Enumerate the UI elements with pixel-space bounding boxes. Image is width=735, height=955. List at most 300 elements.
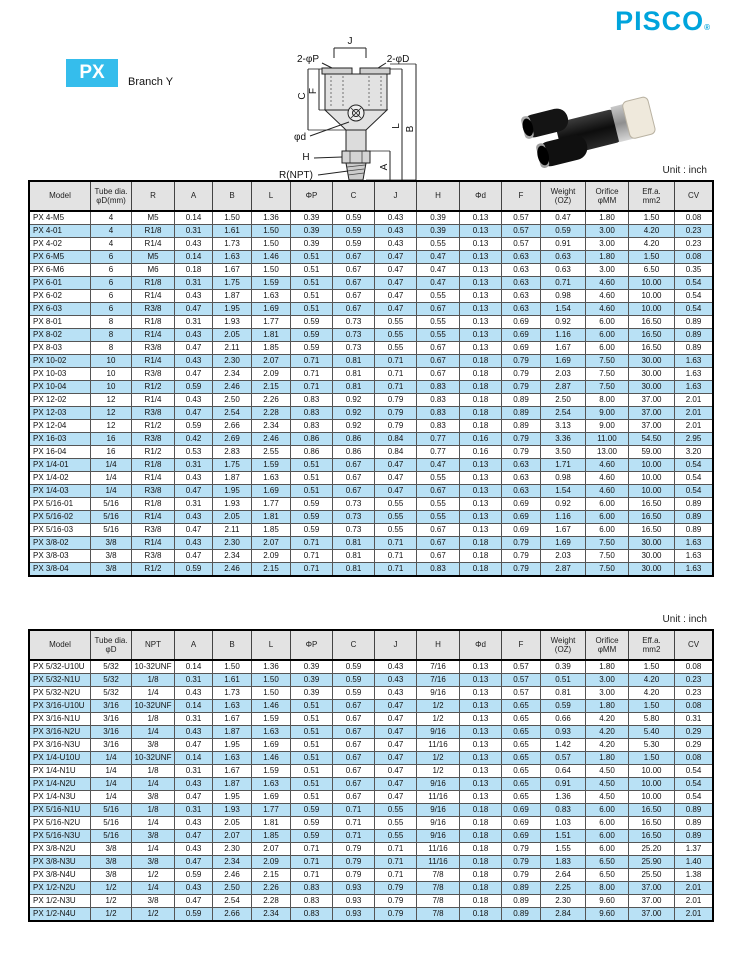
value-cell: 37.00 <box>629 407 675 420</box>
table-row <box>29 882 713 895</box>
value-cell: 0.63 <box>502 290 541 303</box>
value-cell: 2.09 <box>252 368 291 381</box>
value-cell: 1.75 <box>213 277 252 290</box>
dim-label-j: J <box>347 36 353 47</box>
value-cell: 1.40 <box>675 856 714 869</box>
value-cell: 3/16 <box>91 700 132 713</box>
table-row <box>29 550 713 563</box>
value-cell: 0.69 <box>502 830 541 843</box>
value-cell: 0.67 <box>333 277 375 290</box>
value-cell: 7.50 <box>586 368 629 381</box>
value-cell: 0.98 <box>541 472 586 485</box>
value-cell: 0.65 <box>502 778 541 791</box>
value-cell: 0.83 <box>291 420 333 433</box>
value-cell: 16.50 <box>629 804 675 817</box>
value-cell: 1.50 <box>213 211 252 225</box>
value-cell: R3/8 <box>132 303 175 316</box>
value-cell: 0.54 <box>675 472 714 485</box>
table-row <box>29 290 713 303</box>
value-cell: 0.79 <box>502 368 541 381</box>
value-cell: 0.47 <box>375 485 417 498</box>
value-cell: 3/8 <box>91 856 132 869</box>
value-cell: 4 <box>91 238 132 251</box>
value-cell: 25.90 <box>629 856 675 869</box>
value-cell: 0.54 <box>675 765 714 778</box>
value-cell: 0.47 <box>175 550 213 563</box>
value-cell: 1.54 <box>541 303 586 316</box>
value-cell: 0.18 <box>460 381 502 394</box>
value-cell: 1.50 <box>252 687 291 700</box>
value-cell: 0.18 <box>460 817 502 830</box>
column-header: ΦP <box>291 630 333 660</box>
model-cell: PX 3/8-02 <box>29 537 91 550</box>
value-cell: 9/16 <box>417 687 460 700</box>
value-cell: 0.67 <box>417 537 460 550</box>
value-cell: 1.16 <box>541 511 586 524</box>
value-cell: 1.87 <box>213 726 252 739</box>
column-header: J <box>375 630 417 660</box>
value-cell: 0.79 <box>502 355 541 368</box>
value-cell: 0.51 <box>291 778 333 791</box>
model-cell: PX 8-02 <box>29 329 91 342</box>
value-cell: 0.89 <box>675 804 714 817</box>
value-cell: 0.13 <box>460 524 502 537</box>
value-cell: 0.43 <box>175 472 213 485</box>
value-cell: 0.84 <box>375 446 417 459</box>
value-cell: 1.77 <box>252 316 291 329</box>
value-cell: 1.93 <box>213 498 252 511</box>
value-cell: 1.67 <box>213 765 252 778</box>
value-cell: 0.89 <box>675 830 714 843</box>
value-cell: 2.46 <box>213 563 252 577</box>
value-cell: 0.59 <box>291 498 333 511</box>
value-cell: 0.16 <box>460 433 502 446</box>
value-cell: 6.00 <box>586 511 629 524</box>
value-cell: 0.13 <box>460 752 502 765</box>
value-cell: 0.51 <box>291 700 333 713</box>
model-cell: PX 4-M5 <box>29 211 91 225</box>
value-cell: 2.01 <box>675 908 714 922</box>
value-cell: 1/4 <box>132 687 175 700</box>
value-cell: 16 <box>91 433 132 446</box>
value-cell: 0.13 <box>460 290 502 303</box>
value-cell: 0.59 <box>541 225 586 238</box>
value-cell: 0.83 <box>417 394 460 407</box>
table-row <box>29 765 713 778</box>
value-cell: 1.87 <box>213 778 252 791</box>
value-cell: 1.63 <box>213 752 252 765</box>
value-cell: 3.13 <box>541 420 586 433</box>
value-cell: 0.83 <box>291 407 333 420</box>
value-cell: 30.00 <box>629 381 675 394</box>
value-cell: 0.51 <box>291 485 333 498</box>
value-cell: 1.54 <box>541 485 586 498</box>
value-cell: 5/32 <box>91 687 132 700</box>
value-cell: 2.05 <box>213 329 252 342</box>
value-cell: 0.39 <box>417 211 460 225</box>
value-cell: 0.57 <box>502 660 541 674</box>
value-cell: R1/4 <box>132 329 175 342</box>
value-cell: 1/2 <box>91 895 132 908</box>
value-cell: 2.66 <box>213 420 252 433</box>
value-cell: 16.50 <box>629 316 675 329</box>
value-cell: 3.00 <box>586 225 629 238</box>
value-cell: 4.20 <box>629 225 675 238</box>
value-cell: 1.51 <box>541 830 586 843</box>
value-cell: 0.31 <box>175 459 213 472</box>
value-cell: 1.77 <box>252 804 291 817</box>
dim-label-2phiD: 2-φD <box>386 54 410 65</box>
value-cell: 2.07 <box>252 355 291 368</box>
value-cell: 0.79 <box>375 407 417 420</box>
value-cell: 0.66 <box>541 713 586 726</box>
value-cell: 0.93 <box>541 726 586 739</box>
value-cell: 6 <box>91 264 132 277</box>
value-cell: 0.69 <box>502 817 541 830</box>
column-header: B <box>213 181 252 211</box>
value-cell: 0.55 <box>417 498 460 511</box>
value-cell: 0.63 <box>502 251 541 264</box>
value-cell: 16.50 <box>629 498 675 511</box>
model-cell: PX 3/8-N4U <box>29 869 91 882</box>
value-cell: R1/2 <box>132 420 175 433</box>
value-cell: 0.13 <box>460 726 502 739</box>
product-photo <box>518 86 670 178</box>
model-cell: PX 3/8-N2U <box>29 843 91 856</box>
value-cell: 0.31 <box>175 765 213 778</box>
value-cell: 2.54 <box>213 407 252 420</box>
model-cell: PX 5/16-03 <box>29 524 91 537</box>
value-cell: 0.67 <box>417 550 460 563</box>
value-cell: 0.69 <box>502 804 541 817</box>
value-cell: 0.59 <box>291 316 333 329</box>
value-cell: 1.95 <box>213 485 252 498</box>
value-cell: 0.67 <box>333 264 375 277</box>
value-cell: 2.05 <box>213 817 252 830</box>
value-cell: 8 <box>91 316 132 329</box>
value-cell: 0.89 <box>675 342 714 355</box>
value-cell: 1.63 <box>213 700 252 713</box>
dim-label-f: F <box>308 87 319 95</box>
value-cell: 4.60 <box>586 485 629 498</box>
value-cell: 1/2 <box>417 765 460 778</box>
value-cell: 0.71 <box>375 537 417 550</box>
value-cell: 0.63 <box>502 264 541 277</box>
table-row <box>29 211 713 225</box>
value-cell: 0.73 <box>333 342 375 355</box>
value-cell: 0.59 <box>175 908 213 922</box>
value-cell: 7.50 <box>586 355 629 368</box>
column-header: F <box>502 630 541 660</box>
value-cell: 0.29 <box>675 726 714 739</box>
value-cell: 0.59 <box>175 869 213 882</box>
model-cell: PX 4-02 <box>29 238 91 251</box>
value-cell: 2.84 <box>541 908 586 922</box>
value-cell: 1.36 <box>252 211 291 225</box>
value-cell: 5/16 <box>91 498 132 511</box>
value-cell: 0.63 <box>502 459 541 472</box>
value-cell: 1.59 <box>252 459 291 472</box>
value-cell: 0.81 <box>333 368 375 381</box>
value-cell: 6.00 <box>586 804 629 817</box>
table-row <box>29 524 713 537</box>
value-cell: 1.61 <box>213 225 252 238</box>
value-cell: 0.59 <box>291 329 333 342</box>
value-cell: 0.67 <box>417 303 460 316</box>
value-cell: 0.55 <box>375 830 417 843</box>
value-cell: 0.14 <box>175 700 213 713</box>
value-cell: 0.71 <box>375 843 417 856</box>
value-cell: 0.39 <box>417 225 460 238</box>
value-cell: 0.31 <box>175 713 213 726</box>
column-header: H <box>417 630 460 660</box>
value-cell: 3/8 <box>132 830 175 843</box>
value-cell: 0.13 <box>460 778 502 791</box>
value-cell: 0.55 <box>375 342 417 355</box>
value-cell: 6.00 <box>586 817 629 830</box>
value-cell: 0.16 <box>460 446 502 459</box>
value-cell: 7.50 <box>586 563 629 577</box>
value-cell: 0.64 <box>541 765 586 778</box>
value-cell: 0.23 <box>675 674 714 687</box>
value-cell: 0.39 <box>291 674 333 687</box>
value-cell: 3/8 <box>91 563 132 577</box>
value-cell: 0.63 <box>541 264 586 277</box>
value-cell: 0.14 <box>175 211 213 225</box>
value-cell: 1.16 <box>541 329 586 342</box>
value-cell: 10.00 <box>629 277 675 290</box>
value-cell: 0.77 <box>417 446 460 459</box>
table-header <box>29 181 713 211</box>
value-cell: 1.59 <box>252 713 291 726</box>
value-cell: 0.47 <box>375 700 417 713</box>
table-row <box>29 355 713 368</box>
value-cell: 0.18 <box>460 420 502 433</box>
value-cell: 37.00 <box>629 895 675 908</box>
value-cell: 2.15 <box>252 869 291 882</box>
table-row <box>29 843 713 856</box>
value-cell: 0.67 <box>333 485 375 498</box>
value-cell: 1.63 <box>252 290 291 303</box>
value-cell: 0.54 <box>675 485 714 498</box>
value-cell: 0.83 <box>291 394 333 407</box>
table-row <box>29 817 713 830</box>
value-cell: 3/8 <box>132 895 175 908</box>
model-cell: PX 10-02 <box>29 355 91 368</box>
registered-mark: ® <box>704 23 711 32</box>
value-cell: 0.18 <box>460 856 502 869</box>
value-cell: 1.50 <box>213 660 252 674</box>
value-cell: 2.34 <box>213 550 252 563</box>
value-cell: 10.00 <box>629 303 675 316</box>
value-cell: 0.47 <box>175 895 213 908</box>
value-cell: 0.92 <box>333 420 375 433</box>
value-cell: R3/8 <box>132 342 175 355</box>
value-cell: 0.59 <box>291 524 333 537</box>
model-cell: PX 6-03 <box>29 303 91 316</box>
value-cell: 0.29 <box>675 739 714 752</box>
value-cell: 0.47 <box>417 264 460 277</box>
value-cell: 1/2 <box>417 752 460 765</box>
value-cell: 0.86 <box>333 433 375 446</box>
column-header: Model <box>29 630 91 660</box>
value-cell: 1.83 <box>541 856 586 869</box>
value-cell: 0.13 <box>460 329 502 342</box>
model-cell: PX 3/16-U10U <box>29 700 91 713</box>
value-cell: 0.67 <box>333 303 375 316</box>
value-cell: 2.01 <box>675 420 714 433</box>
value-cell: 5.80 <box>629 713 675 726</box>
value-cell: 37.00 <box>629 882 675 895</box>
table-row <box>29 225 713 238</box>
value-cell: 0.81 <box>333 355 375 368</box>
value-cell: 0.39 <box>291 660 333 674</box>
unit-note-table2: Unit : inch <box>662 614 707 625</box>
value-cell: 0.71 <box>375 355 417 368</box>
model-cell: PX 12-03 <box>29 407 91 420</box>
model-cell: PX 5/16-01 <box>29 498 91 511</box>
dim-label-l: L <box>391 123 402 129</box>
model-cell: PX 1/2-N3U <box>29 895 91 908</box>
value-cell: 0.71 <box>291 563 333 577</box>
value-cell: R1/4 <box>132 537 175 550</box>
value-cell: 1.50 <box>629 251 675 264</box>
value-cell: 0.79 <box>333 869 375 882</box>
value-cell: 30.00 <box>629 355 675 368</box>
value-cell: 11/16 <box>417 739 460 752</box>
value-cell: 0.43 <box>375 674 417 687</box>
value-cell: 1/2 <box>132 908 175 922</box>
value-cell: 0.47 <box>417 251 460 264</box>
value-cell: 2.15 <box>252 563 291 577</box>
value-cell: 30.00 <box>629 368 675 381</box>
value-cell: 0.13 <box>460 674 502 687</box>
value-cell: 0.51 <box>291 739 333 752</box>
value-cell: 5/16 <box>91 804 132 817</box>
value-cell: 0.79 <box>502 550 541 563</box>
value-cell: 1.93 <box>213 316 252 329</box>
value-cell: 9/16 <box>417 726 460 739</box>
value-cell: 0.43 <box>375 238 417 251</box>
value-cell: 1.93 <box>213 804 252 817</box>
value-cell: 1.81 <box>252 817 291 830</box>
value-cell: 1.50 <box>252 238 291 251</box>
table-row <box>29 713 713 726</box>
value-cell: 6.50 <box>586 856 629 869</box>
value-cell: 2.11 <box>213 342 252 355</box>
value-cell: 30.00 <box>629 537 675 550</box>
value-cell: 0.51 <box>291 290 333 303</box>
value-cell: 0.81 <box>333 381 375 394</box>
value-cell: 0.39 <box>291 238 333 251</box>
value-cell: 0.43 <box>175 882 213 895</box>
value-cell: 5.40 <box>629 726 675 739</box>
value-cell: R3/8 <box>132 368 175 381</box>
value-cell: 0.63 <box>502 472 541 485</box>
value-cell: 1.80 <box>586 660 629 674</box>
value-cell: 0.71 <box>375 856 417 869</box>
value-cell: 6.00 <box>586 843 629 856</box>
value-cell: 0.13 <box>460 472 502 485</box>
value-cell: 1.67 <box>213 713 252 726</box>
value-cell: 0.67 <box>333 472 375 485</box>
table-row <box>29 804 713 817</box>
value-cell: 0.89 <box>502 420 541 433</box>
value-cell: 0.65 <box>502 739 541 752</box>
value-cell: 0.71 <box>333 830 375 843</box>
value-cell: 2.55 <box>252 446 291 459</box>
value-cell: 7/8 <box>417 882 460 895</box>
value-cell: 1.50 <box>629 700 675 713</box>
value-cell: 2.09 <box>252 550 291 563</box>
value-cell: 4 <box>91 225 132 238</box>
value-cell: 0.47 <box>375 765 417 778</box>
value-cell: 2.34 <box>213 368 252 381</box>
value-cell: 1/2 <box>417 713 460 726</box>
value-cell: R1/8 <box>132 225 175 238</box>
value-cell: 2.25 <box>541 882 586 895</box>
value-cell: 4.60 <box>586 290 629 303</box>
column-header: Tube dia. φD(mm) <box>91 181 132 211</box>
value-cell: 0.69 <box>502 329 541 342</box>
value-cell: 1.63 <box>675 355 714 368</box>
value-cell: 0.31 <box>175 804 213 817</box>
value-cell: 1/4 <box>91 459 132 472</box>
model-cell: PX 3/16-N2U <box>29 726 91 739</box>
value-cell: 0.13 <box>460 511 502 524</box>
table-row <box>29 687 713 700</box>
value-cell: 0.65 <box>502 765 541 778</box>
value-cell: 0.47 <box>375 264 417 277</box>
value-cell: 0.81 <box>541 687 586 700</box>
value-cell: 0.23 <box>675 238 714 251</box>
value-cell: 2.54 <box>541 407 586 420</box>
value-cell: 16 <box>91 446 132 459</box>
value-cell: 5/32 <box>91 674 132 687</box>
pisco-logo <box>615 6 711 37</box>
value-cell: 1.59 <box>252 765 291 778</box>
column-header: H <box>417 181 460 211</box>
value-cell: 0.67 <box>417 368 460 381</box>
value-cell: 1.80 <box>586 251 629 264</box>
value-cell: 1.80 <box>586 211 629 225</box>
value-cell: 30.00 <box>629 550 675 563</box>
value-cell: 1.87 <box>213 472 252 485</box>
value-cell: 0.71 <box>375 563 417 577</box>
value-cell: 0.18 <box>460 869 502 882</box>
model-cell: PX 6-02 <box>29 290 91 303</box>
value-cell: 37.00 <box>629 908 675 922</box>
value-cell: 0.67 <box>333 290 375 303</box>
value-cell: 0.89 <box>502 394 541 407</box>
value-cell: 0.51 <box>291 752 333 765</box>
value-cell: 0.89 <box>675 316 714 329</box>
model-cell: PX 3/8-N3U <box>29 856 91 869</box>
value-cell: 0.14 <box>175 251 213 264</box>
value-cell: 0.63 <box>541 251 586 264</box>
value-cell: 9/16 <box>417 830 460 843</box>
value-cell: 0.47 <box>175 303 213 316</box>
column-header: Tube dia. φD <box>91 630 132 660</box>
value-cell: 0.83 <box>417 381 460 394</box>
value-cell: 0.67 <box>417 342 460 355</box>
value-cell: 16.50 <box>629 511 675 524</box>
value-cell: 10 <box>91 381 132 394</box>
value-cell: 9.60 <box>586 895 629 908</box>
value-cell: 0.13 <box>460 225 502 238</box>
model-cell: PX 5/32-N1U <box>29 674 91 687</box>
value-cell: 3/8 <box>132 791 175 804</box>
